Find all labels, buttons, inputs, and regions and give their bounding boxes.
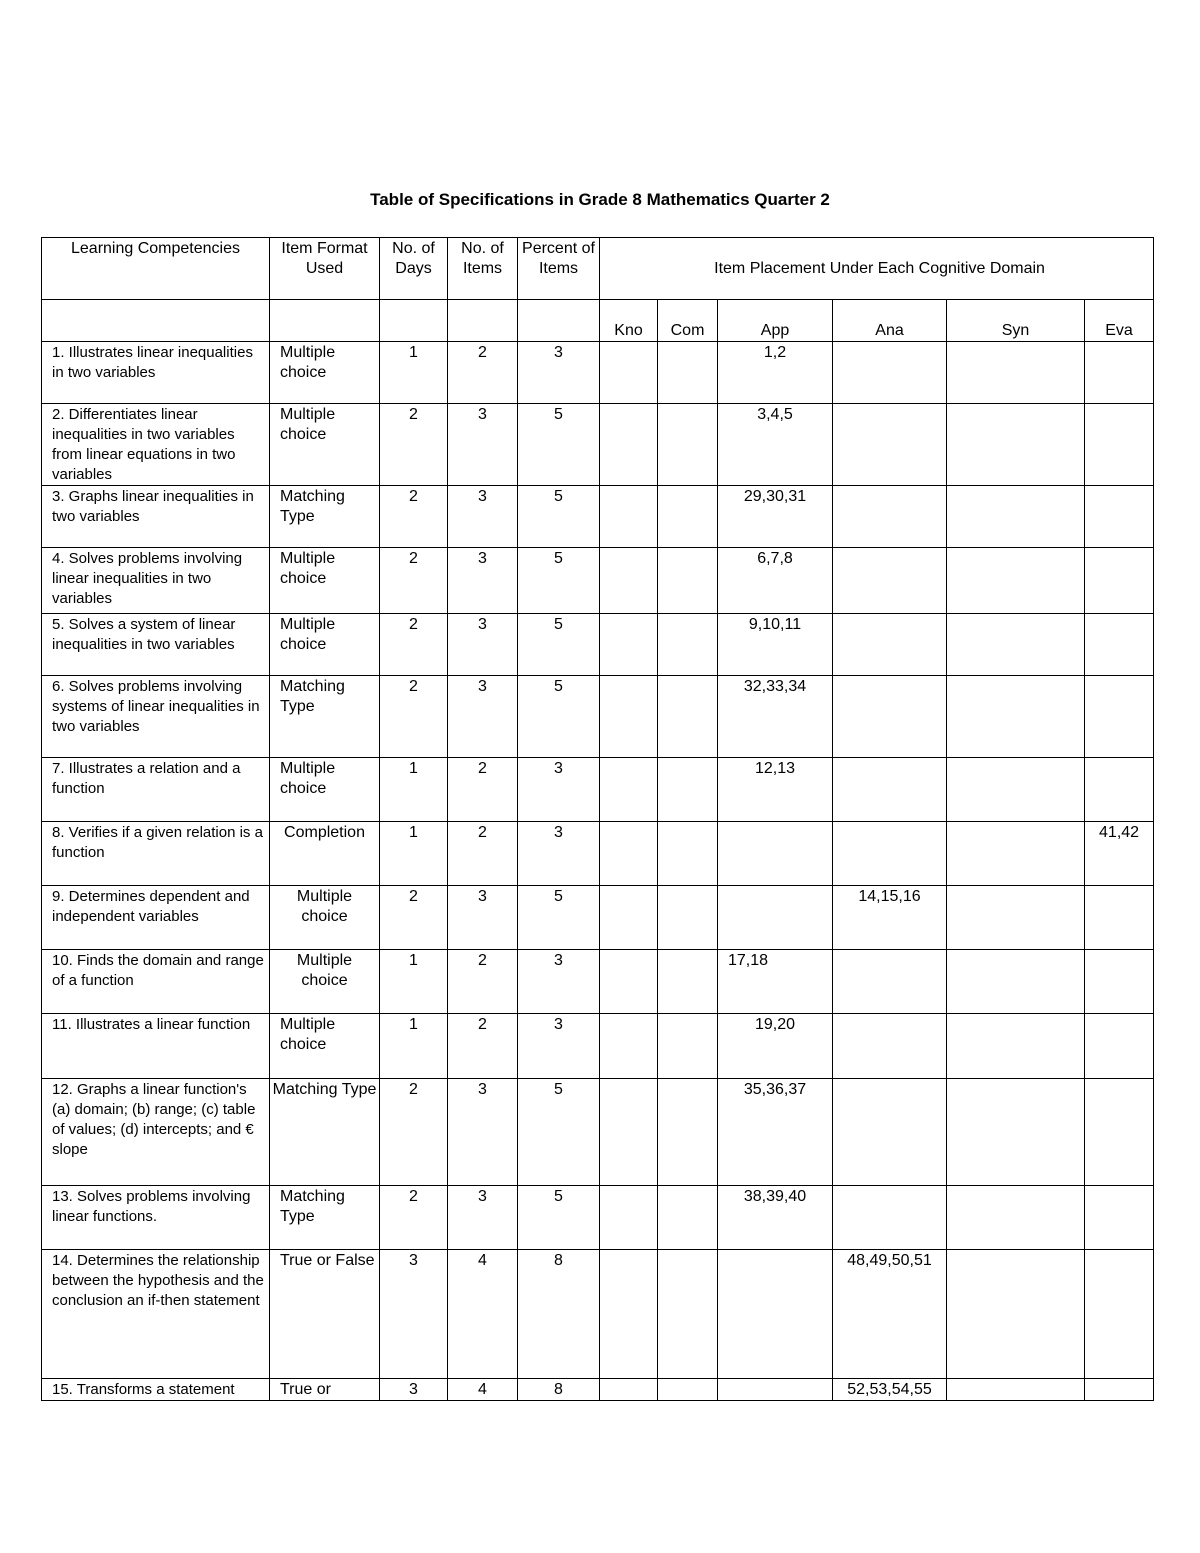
- kno-cell: [600, 1379, 658, 1401]
- percent-cell: 5: [518, 1079, 600, 1186]
- table-row: [42, 1250, 1154, 1379]
- syn-cell: [947, 404, 1085, 486]
- ana-cell: [833, 1014, 947, 1079]
- items-cell: 2: [448, 950, 518, 1014]
- items-cell: 3: [448, 886, 518, 950]
- table-row: [42, 1186, 1154, 1250]
- competency-cell: 3. Graphs linear inequalities in two variables: [42, 486, 270, 548]
- percent-cell: 5: [518, 548, 600, 614]
- days-cell: 1: [380, 822, 448, 886]
- days-cell: 1: [380, 1014, 448, 1079]
- percent-cell: 3: [518, 1014, 600, 1079]
- table-row: [42, 676, 1154, 758]
- app-cell: 35,36,37: [718, 1079, 833, 1186]
- app-cell: 12,13: [718, 758, 833, 822]
- com-cell: [658, 950, 718, 1014]
- domain-syn: Syn: [947, 300, 1085, 342]
- eva-cell: [1085, 1079, 1154, 1186]
- percent-cell: 3: [518, 950, 600, 1014]
- percent-cell: 5: [518, 404, 600, 486]
- syn-cell: [947, 342, 1085, 404]
- domain-com: Com: [658, 300, 718, 342]
- days-cell: 1: [380, 342, 448, 404]
- percent-cell: 3: [518, 822, 600, 886]
- syn-cell: [947, 548, 1085, 614]
- days-cell: 1: [380, 758, 448, 822]
- percent-cell: 5: [518, 886, 600, 950]
- format-cell: Matching Type: [270, 1079, 380, 1186]
- app-cell: 6,7,8: [718, 548, 833, 614]
- com-cell: [658, 342, 718, 404]
- table-row: [42, 1079, 1154, 1186]
- competency-cell: 2. Differentiates linear inequalities in two variables from linear equations in two variables: [42, 404, 270, 486]
- app-cell: [718, 1379, 833, 1401]
- syn-cell: [947, 758, 1085, 822]
- header-row: [42, 238, 1154, 300]
- table-row: [42, 1014, 1154, 1079]
- table-row: [42, 404, 1154, 486]
- items-cell: 3: [448, 486, 518, 548]
- com-cell: [658, 1250, 718, 1379]
- app-cell: [718, 886, 833, 950]
- syn-cell: [947, 1014, 1085, 1079]
- header-competencies: Learning Competencies: [42, 238, 270, 300]
- header-items: No. of Items: [448, 238, 518, 300]
- eva-cell: [1085, 1379, 1154, 1401]
- table-row: [42, 486, 1154, 548]
- syn-cell: [947, 1079, 1085, 1186]
- format-cell: Multiple choice: [270, 1014, 380, 1079]
- eva-cell: [1085, 404, 1154, 486]
- com-cell: [658, 404, 718, 486]
- eva-cell: [1085, 548, 1154, 614]
- domain-app: App: [718, 300, 833, 342]
- kno-cell: [600, 950, 658, 1014]
- subheader-blank: [42, 300, 270, 342]
- syn-cell: [947, 486, 1085, 548]
- items-cell: 2: [448, 342, 518, 404]
- kno-cell: [600, 1250, 658, 1379]
- com-cell: [658, 614, 718, 676]
- app-cell: 3,4,5: [718, 404, 833, 486]
- com-cell: [658, 886, 718, 950]
- competency-cell: 14. Determines the relationship between the hypothesis and the conclusion an if-then statement: [42, 1250, 270, 1379]
- table-row: [42, 950, 1154, 1014]
- specifications-table: [41, 237, 1154, 1401]
- ana-cell: 48,49,50,51: [833, 1250, 947, 1379]
- competency-cell: 1. Illustrates linear inequalities in two variables: [42, 342, 270, 404]
- com-cell: [658, 1014, 718, 1079]
- table-row: [42, 758, 1154, 822]
- header-placement: Item Placement Under Each Cognitive Domain: [600, 238, 1154, 300]
- table-row: [42, 822, 1154, 886]
- ana-cell: [833, 1079, 947, 1186]
- ana-cell: [833, 486, 947, 548]
- domain-eva: Eva: [1085, 300, 1154, 342]
- items-cell: 2: [448, 822, 518, 886]
- eva-cell: [1085, 758, 1154, 822]
- items-cell: 3: [448, 404, 518, 486]
- competency-cell: 11. Illustrates a linear function: [42, 1014, 270, 1079]
- percent-cell: 3: [518, 342, 600, 404]
- eva-cell: [1085, 1250, 1154, 1379]
- eva-cell: [1085, 1186, 1154, 1250]
- format-cell: True or: [270, 1379, 380, 1401]
- format-cell: True or False: [270, 1250, 380, 1379]
- percent-cell: 8: [518, 1250, 600, 1379]
- format-cell: Matching Type: [270, 1186, 380, 1250]
- com-cell: [658, 1379, 718, 1401]
- eva-cell: [1085, 1014, 1154, 1079]
- percent-cell: 5: [518, 676, 600, 758]
- app-cell: 32,33,34: [718, 676, 833, 758]
- domain-ana: Ana: [833, 300, 947, 342]
- format-cell: Multiple choice: [270, 548, 380, 614]
- days-cell: 2: [380, 486, 448, 548]
- domain-kno: Kno: [600, 300, 658, 342]
- syn-cell: [947, 822, 1085, 886]
- competency-cell: 10. Finds the domain and range of a function: [42, 950, 270, 1014]
- items-cell: 3: [448, 676, 518, 758]
- items-cell: 2: [448, 758, 518, 822]
- format-cell: Multiple choice: [270, 342, 380, 404]
- competency-cell: 4. Solves problems involving linear inequalities in two variables: [42, 548, 270, 614]
- ana-cell: 52,53,54,55: [833, 1379, 947, 1401]
- syn-cell: [947, 676, 1085, 758]
- subheader-row: [42, 300, 1154, 342]
- kno-cell: [600, 486, 658, 548]
- days-cell: 2: [380, 1186, 448, 1250]
- kno-cell: [600, 614, 658, 676]
- items-cell: 4: [448, 1250, 518, 1379]
- page-title: Table of Specifications in Grade 8 Mathematics Quarter 2: [370, 190, 830, 209]
- ana-cell: [833, 548, 947, 614]
- competency-cell: 13. Solves problems involving linear functions.: [42, 1186, 270, 1250]
- syn-cell: [947, 1250, 1085, 1379]
- subheader-blank: [380, 300, 448, 342]
- kno-cell: [600, 548, 658, 614]
- days-cell: 3: [380, 1250, 448, 1379]
- items-cell: 3: [448, 1079, 518, 1186]
- items-cell: 4: [448, 1379, 518, 1401]
- syn-cell: [947, 1186, 1085, 1250]
- kno-cell: [600, 758, 658, 822]
- app-cell: [718, 822, 833, 886]
- days-cell: 2: [380, 1079, 448, 1186]
- ana-cell: [833, 614, 947, 676]
- com-cell: [658, 548, 718, 614]
- table-body: [42, 342, 1154, 1401]
- eva-cell: [1085, 676, 1154, 758]
- competency-cell: 12. Graphs a linear function's (a) domain; (b) range; (c) table of values; (d) intercepts; and € slope: [42, 1079, 270, 1186]
- syn-cell: [947, 950, 1085, 1014]
- eva-cell: [1085, 886, 1154, 950]
- app-cell: 9,10,11: [718, 614, 833, 676]
- com-cell: [658, 822, 718, 886]
- com-cell: [658, 676, 718, 758]
- eva-cell: 41,42: [1085, 822, 1154, 886]
- ana-cell: [833, 1186, 947, 1250]
- days-cell: 2: [380, 404, 448, 486]
- app-cell: [718, 1250, 833, 1379]
- kno-cell: [600, 342, 658, 404]
- competency-cell: 15. Transforms a statement: [42, 1379, 270, 1401]
- items-cell: 3: [448, 1186, 518, 1250]
- ana-cell: [833, 822, 947, 886]
- app-cell: 38,39,40: [718, 1186, 833, 1250]
- percent-cell: 3: [518, 758, 600, 822]
- header-format: Item Format Used: [270, 238, 380, 300]
- table-row: [42, 886, 1154, 950]
- subheader-blank: [518, 300, 600, 342]
- percent-cell: 5: [518, 1186, 600, 1250]
- competency-cell: 8. Verifies if a given relation is a function: [42, 822, 270, 886]
- kno-cell: [600, 404, 658, 486]
- table-row: [42, 342, 1154, 404]
- syn-cell: [947, 1379, 1085, 1401]
- table-row: [42, 614, 1154, 676]
- syn-cell: [947, 886, 1085, 950]
- competency-cell: 6. Solves problems involving systems of linear inequalities in two variables: [42, 676, 270, 758]
- app-cell: 29,30,31: [718, 486, 833, 548]
- com-cell: [658, 1186, 718, 1250]
- percent-cell: 8: [518, 1379, 600, 1401]
- items-cell: 3: [448, 614, 518, 676]
- eva-cell: [1085, 950, 1154, 1014]
- ana-cell: [833, 676, 947, 758]
- ana-cell: [833, 342, 947, 404]
- header-days: No. of Days: [380, 238, 448, 300]
- header-percent: Percent of Items: [518, 238, 600, 300]
- days-cell: 3: [380, 1379, 448, 1401]
- days-cell: 2: [380, 548, 448, 614]
- kno-cell: [600, 1079, 658, 1186]
- competency-cell: 7. Illustrates a relation and a function: [42, 758, 270, 822]
- ana-cell: [833, 404, 947, 486]
- ana-cell: 14,15,16: [833, 886, 947, 950]
- kno-cell: [600, 1186, 658, 1250]
- com-cell: [658, 486, 718, 548]
- subheader-blank: [448, 300, 518, 342]
- kno-cell: [600, 886, 658, 950]
- syn-cell: [947, 614, 1085, 676]
- subheader-blank: [270, 300, 380, 342]
- days-cell: 2: [380, 886, 448, 950]
- kno-cell: [600, 676, 658, 758]
- days-cell: 1: [380, 950, 448, 1014]
- format-cell: Multiple choice: [270, 758, 380, 822]
- format-cell: Completion: [270, 822, 380, 886]
- com-cell: [658, 1079, 718, 1186]
- percent-cell: 5: [518, 614, 600, 676]
- items-cell: 3: [448, 548, 518, 614]
- com-cell: [658, 758, 718, 822]
- app-cell: 1,2: [718, 342, 833, 404]
- competency-cell: 9. Determines dependent and independent variables: [42, 886, 270, 950]
- kno-cell: [600, 822, 658, 886]
- kno-cell: [600, 1014, 658, 1079]
- eva-cell: [1085, 486, 1154, 548]
- format-cell: Matching Type: [270, 486, 380, 548]
- days-cell: 2: [380, 614, 448, 676]
- app-cell: 19,20: [718, 1014, 833, 1079]
- competency-cell: 5. Solves a system of linear inequalities in two variables: [42, 614, 270, 676]
- eva-cell: [1085, 342, 1154, 404]
- format-cell: Multiple choice: [270, 614, 380, 676]
- days-cell: 2: [380, 676, 448, 758]
- format-cell: Multiple choice: [270, 950, 380, 1014]
- items-cell: 2: [448, 1014, 518, 1079]
- format-cell: Matching Type: [270, 676, 380, 758]
- percent-cell: 5: [518, 486, 600, 548]
- table-row: [42, 548, 1154, 614]
- format-cell: Multiple choice: [270, 886, 380, 950]
- table-row: [42, 1379, 1154, 1401]
- eva-cell: [1085, 614, 1154, 676]
- format-cell: Multiple choice: [270, 404, 380, 486]
- app-cell: 17,18: [718, 950, 833, 1014]
- ana-cell: [833, 758, 947, 822]
- ana-cell: [833, 950, 947, 1014]
